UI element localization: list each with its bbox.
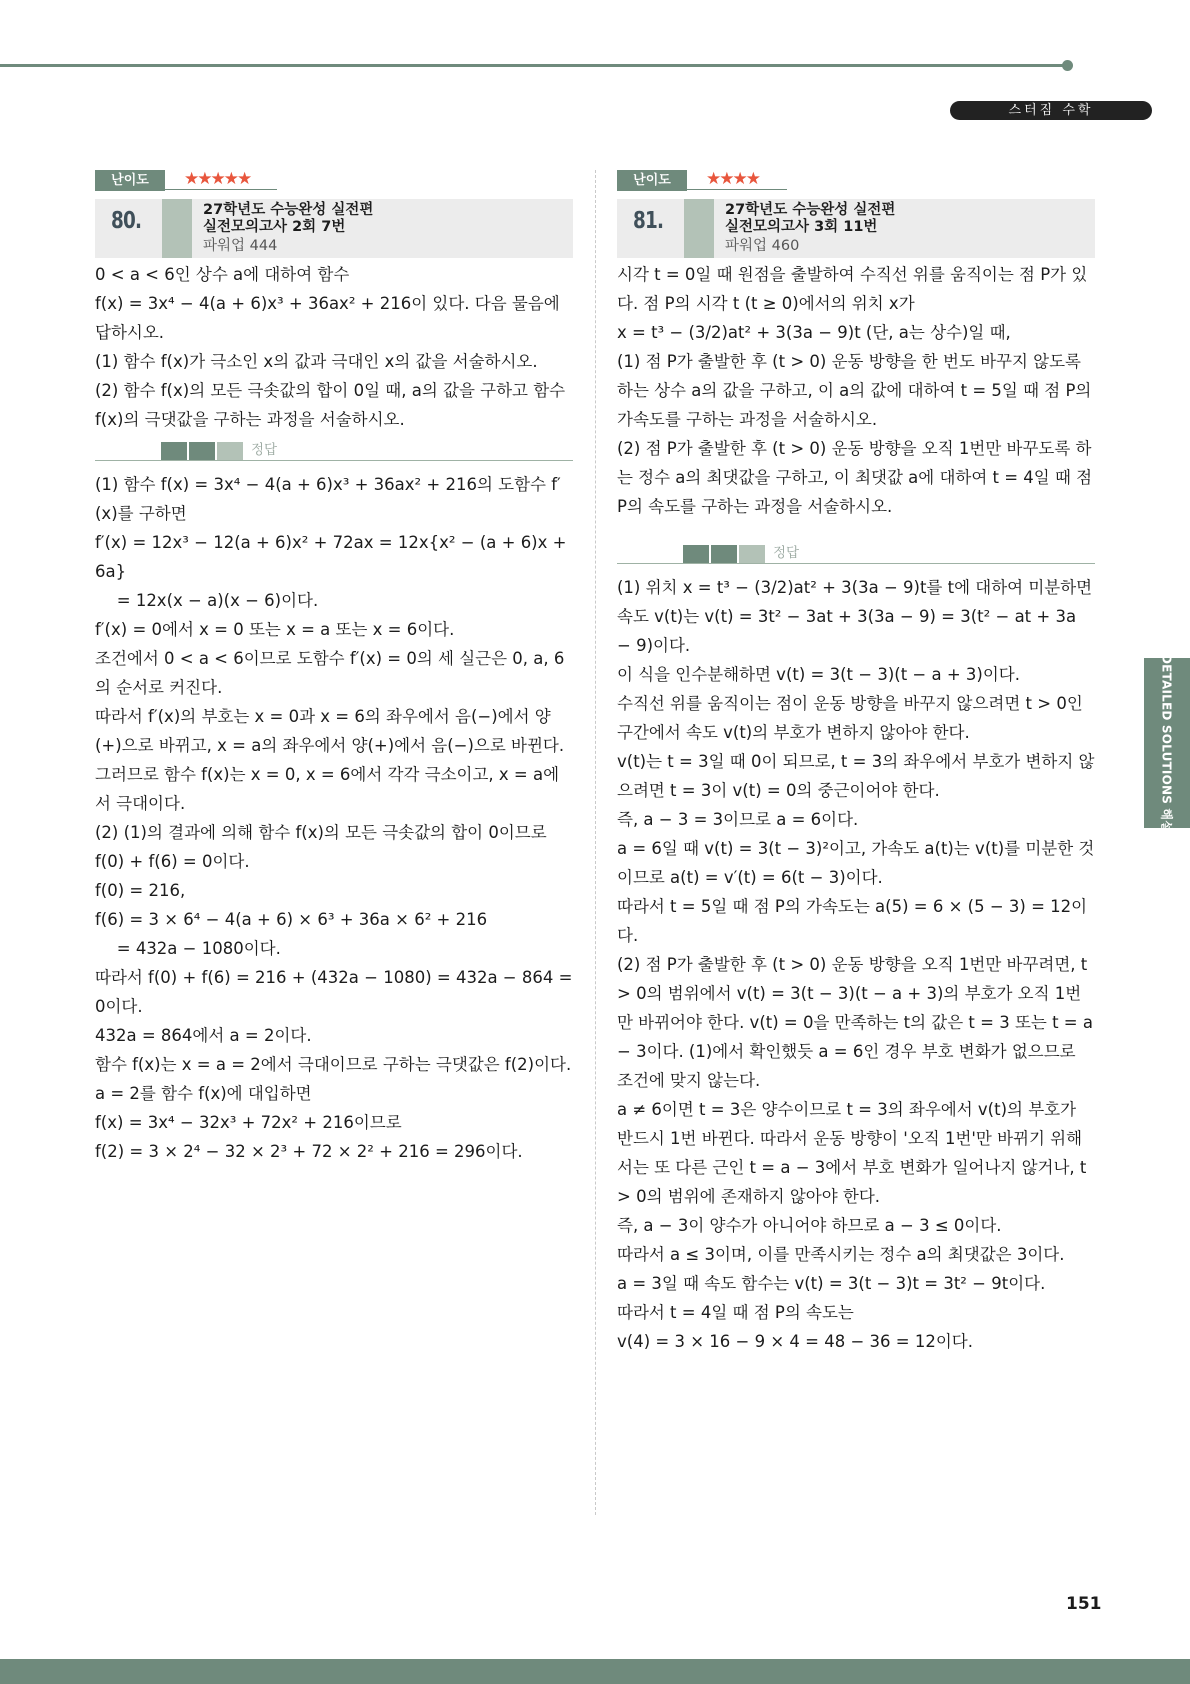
source-line-2: 실전모의고사 3회 11번 (725, 219, 878, 235)
powerup-reference: 파워업 444 (203, 238, 278, 254)
solution-line: = 12x(x − a)(x − 6)이다. (95, 591, 319, 610)
problem-number: 81. (633, 208, 664, 234)
answer-block-dark (683, 545, 709, 563)
solution-line: a = 6일 때 v(t) = 3(t − 3)²이고, 가속도 a(t)는 v(t)를 미분한 것이므로 a(t) = v′(t) = 6(t − 3)이다. (617, 839, 1095, 887)
question-line: (1) 함수 f(x)가 극소인 x의 값과 극대인 x의 값을 서술하시오. (95, 352, 538, 371)
solution-line: = 432a − 1080이다. (95, 939, 281, 958)
solution-line: f′(x) = 12x³ − 12(a + 6)x² + 72ax = 12x{x² − (a + 6)x + 6a} (95, 533, 567, 581)
solution-line: f(x) = 3x⁴ − 32x³ + 72x² + 216이므로 (95, 1113, 402, 1132)
question-line: x = t³ − (3/2)at² + 3(3a − 9)t (단, a는 상수)일 때, (617, 323, 1011, 342)
solution-line: 즉, a − 3이 양수가 아니어야 하므로 a − 3 ≤ 0이다. (617, 1216, 1002, 1235)
solution-line: v(t)는 t = 3일 때 0이 되므로, t = 3의 좌우에서 부호가 변하지 않으려면 t = 3이 v(t) = 0의 중근이어야 한다. (617, 752, 1095, 800)
question-line: 0 < a < 6인 상수 a에 대하여 함수 (95, 265, 350, 284)
difficulty-stars: ★★★★★ (184, 169, 251, 189)
solution-line: f(0) = 216, (95, 881, 186, 900)
answer-block-dark (189, 442, 215, 460)
problem-source (725, 202, 895, 236)
top-rule (0, 64, 1068, 67)
solution-line: a = 2를 함수 f(x)에 대입하면 (95, 1084, 312, 1103)
answer-block-light (217, 442, 243, 460)
source-line-2: 실전모의고사 2회 7번 (203, 219, 346, 235)
solution-line: 따라서 f′(x)의 부호는 x = 0과 x = 6의 좌우에서 음(−)에서 양(+)으로 바뀌고, x = a의 좌우에서 양(+)에서 음(−)으로 바뀐다. 그러므로 함수 f(x)는 x = 0, x = 6에서 각각 극소이고, x = a에서 극대이다. (95, 707, 565, 813)
solution-line: (2) (1)의 결과에 의해 함수 f(x)의 모든 극솟값의 합이 0이므로 f(0) + f(6) = 0이다. (95, 823, 547, 871)
question-text (617, 260, 1095, 521)
solution-line: 조건에서 0 < a < 6이므로 도함수 f′(x) = 0의 세 실근은 0, a, 6의 순서로 커진다. (95, 649, 565, 697)
question-line: 시각 t = 0일 때 원점을 출발하여 수직선 위를 움직이는 점 P가 있다. 점 P의 시각 t (t ≥ 0)에서의 위치 x가 (617, 265, 1088, 313)
solution-line: 따라서 t = 4일 때 점 P의 속도는 (617, 1303, 854, 1322)
solution-line: a = 3일 때 속도 함수는 v(t) = 3(t − 3)t = 3t² − 9t이다. (617, 1274, 1046, 1293)
top-rule-dot (1062, 60, 1073, 71)
problem-number: 80. (111, 208, 142, 234)
question-text (95, 260, 573, 434)
answer-divider (617, 543, 1095, 565)
answer-label: 정답 (251, 442, 278, 458)
solution-line: 수직선 위를 움직이는 점이 운동 방향을 바꾸지 않으려면 t > 0인 구간에서 속도 v(t)의 부호가 변하지 않아야 한다. (617, 694, 1083, 742)
solution-line: f′(x) = 0에서 x = 0 또는 x = a 또는 x = 6이다. (95, 620, 455, 639)
question-line: (2) 점 P가 출발한 후 (t > 0) 운동 방향을 오직 1번만 바꾸도록 하는 정수 a의 최댓값을 구하고, 이 최댓값 a에 대하여 t = 4일 때 점 P의 속도를 구하는 과정을 서술하시오. (617, 439, 1093, 516)
problem-header-box (95, 199, 573, 258)
solution-line: v(4) = 3 × 16 − 9 × 4 = 48 − 36 = 12이다. (617, 1332, 973, 1351)
solution-line: 따라서 f(0) + f(6) = 216 + (432a − 1080) = 432a − 864 = 0이다. (95, 968, 573, 1016)
side-tab[interactable] (1144, 653, 1190, 833)
question-line: (2) 함수 f(x)의 모든 극솟값의 합이 0일 때, a의 값을 구하고 함수 f(x)의 극댓값을 구하는 과정을 서술하시오. (95, 381, 566, 429)
powerup-reference: 파워업 460 (725, 238, 800, 254)
problem-80 (95, 170, 573, 1166)
question-line: (1) 점 P가 출발한 후 (t > 0) 운동 방향을 한 번도 바꾸지 않도록 하는 상수 a의 값을 구하고, 이 a의 값에 대하여 t = 5일 때 점 P의 가속도를 구하는 과정을 서술하시오. (617, 352, 1092, 429)
answer-divider (95, 440, 573, 462)
answer-block-dark (711, 545, 737, 563)
solution-line: f(2) = 3 × 2⁴ − 32 × 2³ + 72 × 2² + 216 = 296이다. (95, 1142, 523, 1161)
solution-line: (1) 위치 x = t³ − (3/2)at² + 3(3a − 9)t를 t에 대하여 미분하면 속도 v(t)는 v(t) = 3t² − 3at + 3(3a − 9) = 3(t² − at + 3a − 9)이다. (617, 578, 1093, 655)
solution-line: f(6) = 3 × 6⁴ − 4(a + 6) × 6³ + 36a × 6² + 216 (95, 910, 488, 929)
solution-line: 432a = 864에서 a = 2이다. (95, 1026, 312, 1045)
solution-line: 따라서 a ≤ 3이며, 이를 만족시키는 정수 a의 최댓값은 3이다. (617, 1245, 1065, 1264)
source-line-1: 27학년도 수능완성 실전편 (725, 202, 896, 218)
solution-line: (2) 점 P가 출발한 후 (t > 0) 운동 방향을 오직 1번만 바꾸려면, t > 0의 범위에서 v(t) = 3(t − 3)(t − a + 3)의 부호가 오직 1번만 바뀌어야 한다. v(t) = 0을 만족하는 t의 값은 t = 3 또는 t = a − 3이다. (1)에서 확인했듯 a = 6인 경우 부호 변화가 없으므로 조건에 맞지 않는다. (617, 955, 1093, 1090)
difficulty-stars: ★★★★ (706, 169, 759, 189)
page-number: 151 (1066, 1594, 1102, 1614)
problem-header-box (617, 199, 1095, 258)
difficulty-label: 난이도 (617, 170, 687, 191)
solution-text (95, 470, 573, 1166)
problem-81 (617, 170, 1095, 1356)
solution-line: 즉, a − 3 = 3이므로 a = 6이다. (617, 810, 859, 829)
solution-line: (1) 함수 f(x) = 3x⁴ − 4(a + 6)x³ + 36ax² + 216의 도함수 f′(x)를 구하면 (95, 475, 561, 523)
bottom-bar (0, 1659, 1190, 1684)
solution-line: 이 식을 인수분해하면 v(t) = 3(t − 3)(t − a + 3)이다. (617, 665, 1020, 684)
solution-line: 따라서 t = 5일 때 점 P의 가속도는 a(5) = 6 × (5 − 3) = 12이다. (617, 897, 1088, 945)
problem-source (203, 202, 373, 236)
solution-line: a ≠ 6이면 t = 3은 양수이므로 t = 3의 좌우에서 v(t)의 부호가 반드시 1번 바뀐다. 따라서 운동 방향이 '오직 1번'만 바뀌기 위해서는 또 다른 근인 t = a − 3에서 부호 변화가 일어나지 않거나, t > 0의 범위에 존재하지 않아야 한다. (617, 1100, 1087, 1206)
problem-header-bar (162, 199, 192, 258)
column-divider (595, 170, 596, 1515)
difficulty-label: 난이도 (95, 170, 165, 191)
problem-header-bar (684, 199, 714, 258)
answer-block-light (739, 545, 765, 563)
answer-block-dark (161, 442, 187, 460)
difficulty-row (95, 170, 573, 191)
question-line: f(x) = 3x⁴ − 4(a + 6)x³ + 36ax² + 216이 있다. 다음 물음에 답하시오. (95, 294, 560, 342)
answer-divider-line (95, 460, 573, 461)
difficulty-row (617, 170, 1095, 191)
source-line-1: 27학년도 수능완성 실전편 (203, 202, 374, 218)
side-tab-label: DETAILED SOLUTIONS 해설 (1159, 653, 1174, 833)
answer-divider-line (617, 563, 1095, 564)
solution-line: 함수 f(x)는 x = a = 2에서 극대이므로 구하는 극댓값은 f(2)이다. (95, 1055, 572, 1074)
answer-label: 정답 (773, 545, 800, 561)
solution-text (617, 573, 1095, 1356)
brand-badge: 스터짐 수학 (950, 101, 1152, 120)
